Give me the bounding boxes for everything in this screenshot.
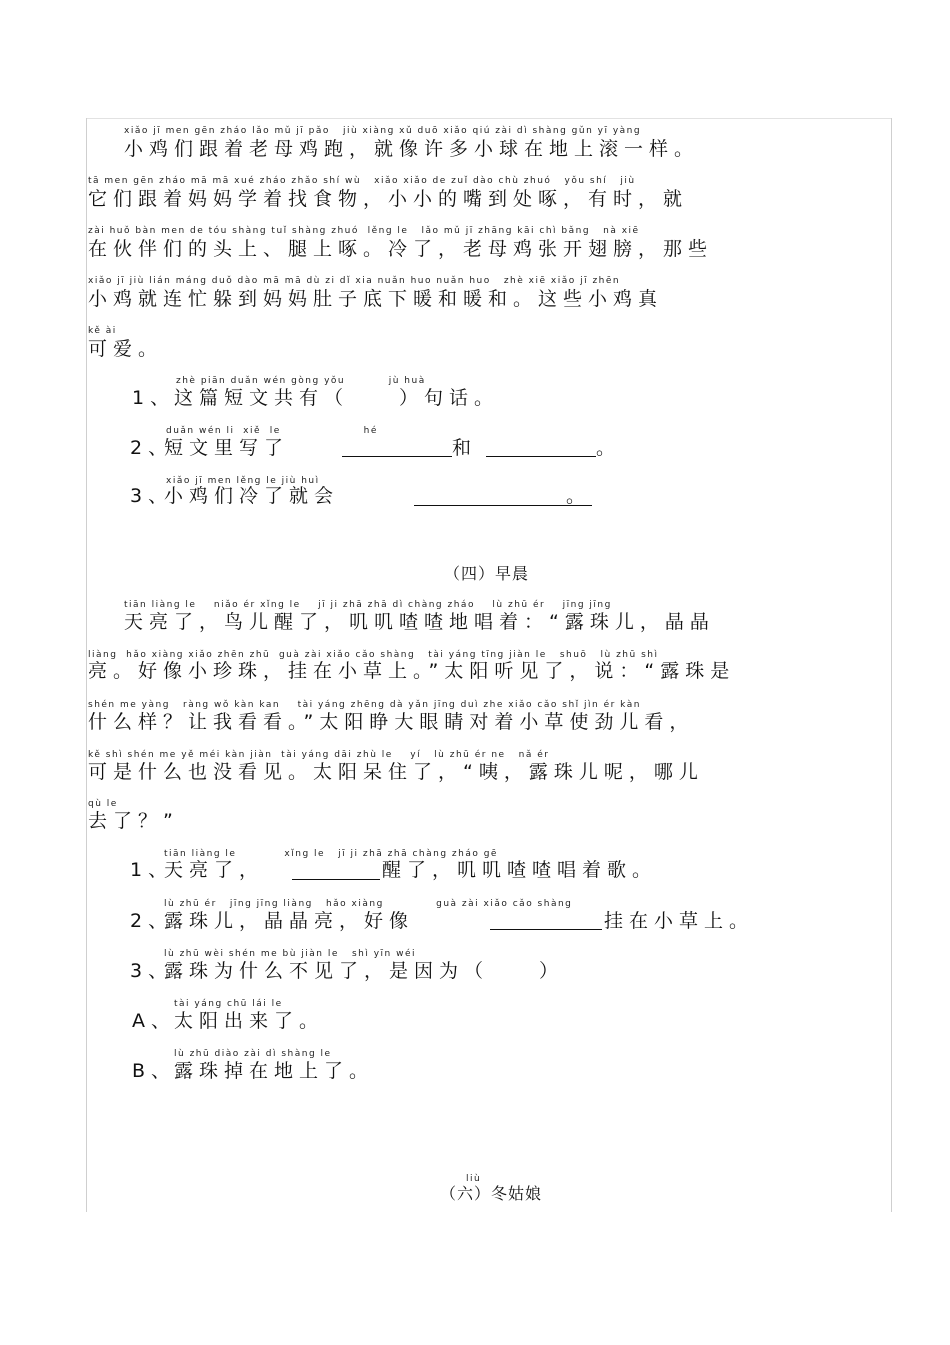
passage-line: 它们跟着妈妈学着找食物，小小的嘴到处啄，有时，就 <box>88 188 689 210</box>
title-pinyin: liù <box>466 1174 482 1184</box>
option-pinyin: lù zhū diào zài dì shàng le <box>174 1049 332 1059</box>
question-number: 1、 <box>132 387 176 409</box>
pinyin-line: tiān liàng le niǎo ér xǐng le jī ji zhā zhā dì chàng zháo lù zhū ér jīng jīng <box>124 600 612 610</box>
question-text: 这篇短文共有（ ）句话。 <box>174 387 500 409</box>
pinyin-line: kě ài <box>88 326 117 336</box>
pinyin-line: tā men gēn zháo mā mā xué zháo zhǎo shí wù xiǎo xiǎo de zuǐ dào chù zhuó yǒu shí jiù <box>88 176 636 186</box>
passage-line: 可爱。 <box>88 338 164 360</box>
question-number: 2、 <box>130 437 174 459</box>
section-title: （四）早晨 <box>444 564 530 583</box>
question-text: 小鸡们冷了就会 <box>164 485 340 507</box>
question-number: 3、 <box>130 485 174 507</box>
passage-line: 去了？” <box>88 810 179 832</box>
answer-blank[interactable] <box>292 879 380 880</box>
passage-line: 亮。好像小珍珠，挂在小草上。”太阳听见了，说：“露珠是 <box>88 660 736 682</box>
question-text: 和 <box>452 437 478 459</box>
question-text: 露珠儿，晶晶亮，好像 <box>164 910 415 932</box>
pinyin-line: xiǎo jī jiù lián máng duǒ dào mā mā dù zi dǐ xia nuǎn huo nuǎn huo zhè xiē xiǎo jī zhēn <box>88 276 621 286</box>
answer-blank[interactable] <box>486 456 596 457</box>
question-text: 。 <box>566 485 592 507</box>
pinyin-line: zài huǒ bàn men de tóu shàng tuǐ shàng zhuó lěng le lǎo mǔ jī zhāng kāi chì bǎng nà xiē <box>88 226 640 236</box>
option-pinyin: tài yáng chū lái le <box>174 999 283 1009</box>
question-pinyin: lù zhū ér jīng jīng liàng hǎo xiàng guà zài xiǎo cǎo shàng <box>164 899 573 909</box>
page-top-border <box>86 118 891 119</box>
question-number: 1、 <box>130 859 174 881</box>
pinyin-line: shén me yàng ràng wǒ kàn kan tài yáng zhēng dà yǎn jīng duì zhe xiǎo cǎo shǐ jìn ér kàn <box>88 700 641 710</box>
answer-blank[interactable] <box>490 929 602 930</box>
option-label-a[interactable]: A、 <box>132 1010 176 1032</box>
question-pinyin: zhè piān duǎn wén gòng yǒu jù huà <box>176 376 426 386</box>
question-number: 2、 <box>130 910 174 932</box>
pinyin-line: kě shì shén me yě méi kàn jiàn tài yáng dāi zhù le yí lù zhū ér ne nǎ ér <box>88 750 550 760</box>
option-text-a[interactable]: 太阳出来了。 <box>174 1010 325 1032</box>
pinyin-line: liàng hǎo xiàng xiǎo zhēn zhū guà zài xiǎo cǎo shàng tài yáng tīng jiàn le shuō lù zhū shì <box>88 650 659 660</box>
passage-line: 在伙伴们的头上、腿上啄。冷了，老母鸡张开翅膀，那些 <box>88 238 714 260</box>
question-text: 短文里写了 <box>164 437 290 459</box>
passage-line: 小鸡们跟着老母鸡跑，就像许多小球在地上滚一样。 <box>124 138 700 160</box>
question-pinyin: lù zhū wèi shén me bù jiàn le shì yīn wéi <box>164 949 417 959</box>
page-left-border <box>86 118 87 1212</box>
question-pinyin: tiān liàng le xǐng le jī ji zhā zhā chàng zháo gē <box>164 849 498 859</box>
question-text: 醒了，叽叽喳喳唱着歌。 <box>382 859 658 881</box>
page-right-border <box>891 118 892 1212</box>
question-text: 挂在小草上。 <box>604 910 755 932</box>
question-text: 。 <box>596 437 622 459</box>
passage-line: 天亮了，鸟儿醒了，叽叽喳喳地唱着：“露珠儿，晶晶 <box>124 611 715 633</box>
section-title: （六）冬姑娘 <box>440 1184 543 1203</box>
question-pinyin: duǎn wén li xiě le hé <box>166 426 378 436</box>
pinyin-line: xiǎo jī men gēn zháo lǎo mǔ jī pǎo jiù xiàng xǔ duō xiǎo qiú zài dì shàng gǔn yī yàng <box>124 126 642 136</box>
question-text: 露珠为什么不见了，是因为（ ） <box>164 960 565 982</box>
question-number: 3、 <box>130 960 174 982</box>
question-text: 天亮了， <box>164 859 265 881</box>
passage-line: 小鸡就连忙躲到妈妈肚子底下暖和暖和。这些小鸡真 <box>88 288 664 310</box>
question-pinyin: xiǎo jī men lěng le jiù huì <box>166 476 320 486</box>
passage-line: 可是什么也没看见。太阳呆住了，“咦，露珠儿呢，哪儿 <box>88 761 704 783</box>
option-label-b[interactable]: B、 <box>132 1060 177 1082</box>
answer-blank[interactable] <box>342 456 452 457</box>
passage-line: 什么样？让我看看。”太阳睁大眼睛对着小草使劲儿看， <box>88 711 695 733</box>
option-text-b[interactable]: 露珠掉在地上了。 <box>174 1060 375 1082</box>
pinyin-line: qù le <box>88 799 118 809</box>
